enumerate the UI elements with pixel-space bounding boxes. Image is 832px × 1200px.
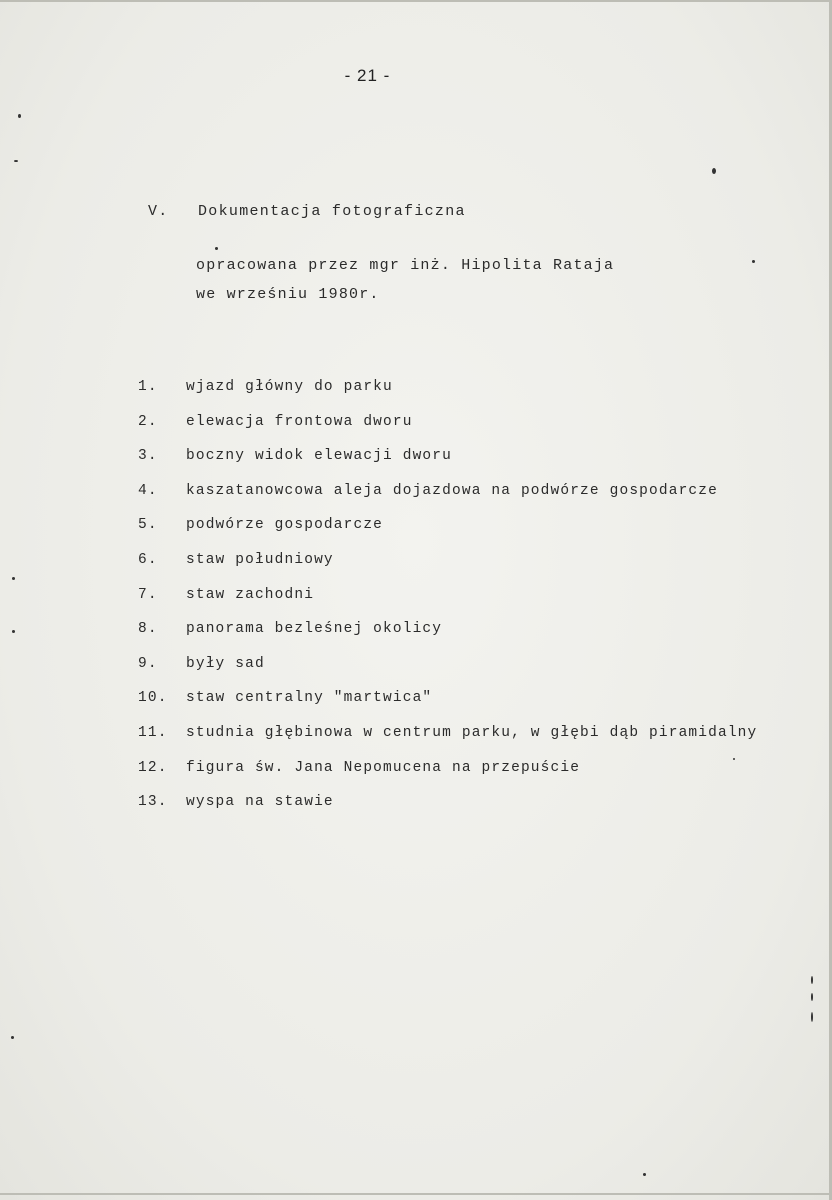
list-item-text: wyspa na stawie <box>186 794 334 811</box>
list-item-number: 3. <box>138 448 158 465</box>
list-item-text: podwórze gospodarcze <box>186 517 384 534</box>
list-item-text: elewacja frontowa dworu <box>186 413 413 430</box>
section-heading <box>148 203 466 220</box>
list-item-text: figura św. Jana Nepomucena na przepuście <box>186 759 581 776</box>
list-item-number: 5. <box>138 517 158 534</box>
page-number: - 21 - <box>344 66 391 85</box>
list-item-number: 1. <box>138 379 158 395</box>
list-item-text: staw centralny "martwica" <box>186 690 433 707</box>
scan-speck <box>11 1036 14 1039</box>
credit-date-line: we wrześniu 1980r. <box>196 286 380 303</box>
list-item <box>138 690 757 725</box>
list-item <box>138 517 757 552</box>
list-item <box>138 760 757 795</box>
scan-speck <box>712 168 716 174</box>
scan-speck <box>811 993 813 1001</box>
scan-speck <box>811 976 813 984</box>
list-item-text: kaszatanowcowa aleja dojazdowa na podwórze gospodarcze <box>186 482 718 499</box>
list-item-text: studnia głębinowa w centrum parku, w głębi dąb piramidalny <box>186 724 758 741</box>
scan-edge-top <box>0 0 832 2</box>
section-title: Dokumentacja fotograficzna <box>198 203 466 220</box>
scan-speck <box>14 160 18 162</box>
list-item <box>138 725 757 760</box>
scan-speck <box>18 114 21 118</box>
list-item-text: boczny widok elewacji dworu <box>186 448 452 465</box>
scan-speck <box>643 1173 646 1176</box>
list-item-number: 10. <box>138 690 168 707</box>
list-item-text: były sad <box>186 655 265 672</box>
credit-author-line: opracowana przez mgr inż. Hipolita Rataja <box>196 257 615 274</box>
scan-edge-bottom <box>0 1193 832 1195</box>
list-item-number: 7. <box>138 586 158 603</box>
list-item-number: 8. <box>138 621 158 638</box>
list-item-text: wjazd główny do parku <box>186 379 393 395</box>
list-item <box>138 483 757 518</box>
scan-speck <box>12 577 15 580</box>
list-item-text: panorama bezleśnej okolicy <box>186 621 443 638</box>
list-item-number: 13. <box>138 794 168 811</box>
list-item-number: 11. <box>138 724 168 741</box>
list-item <box>138 414 757 449</box>
list-item <box>138 552 757 587</box>
scan-speck <box>752 260 755 263</box>
scan-speck <box>811 1012 813 1022</box>
list-item-number: 6. <box>138 551 158 568</box>
list-item-text: staw południowy <box>186 551 334 568</box>
section-number: V. <box>148 203 169 220</box>
list-item <box>138 656 757 691</box>
list-item <box>138 794 757 829</box>
list-item-number: 2. <box>138 413 158 430</box>
list-item-number: 12. <box>138 759 168 776</box>
list-item <box>138 379 757 414</box>
photo-list <box>138 379 757 829</box>
list-item-text: staw zachodni <box>186 586 315 603</box>
list-item <box>138 448 757 483</box>
list-item-number: 9. <box>138 655 158 672</box>
list-item <box>138 587 757 622</box>
list-item <box>138 621 757 656</box>
scan-speck <box>215 247 218 250</box>
scan-speck <box>733 758 735 760</box>
scan-speck <box>12 630 15 633</box>
list-item-number: 4. <box>138 482 158 499</box>
